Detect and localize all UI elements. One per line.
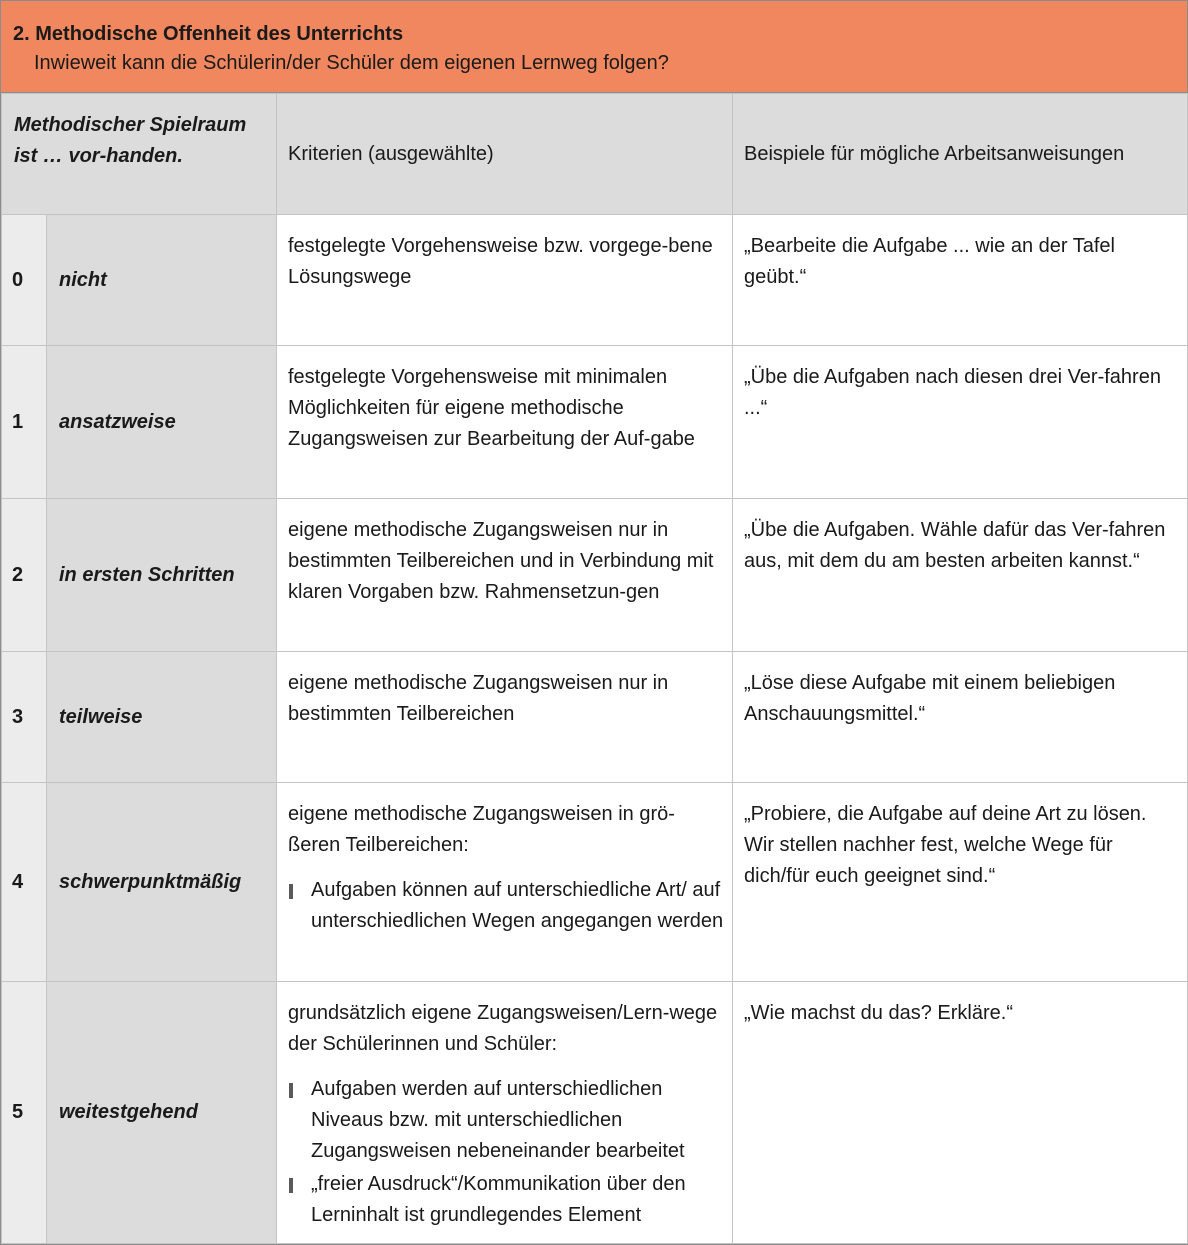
table-row xyxy=(2,783,1188,982)
level-number: 2 xyxy=(2,499,47,652)
section-title: Methodische Offenheit des Unterrichts xyxy=(35,23,404,45)
criteria-bullet-list xyxy=(288,1074,724,1231)
criteria-bullet: Aufgaben können auf unterschiedliche Art/ auf unterschiedlichen Wegen angegangen werden xyxy=(288,875,724,937)
criteria-cell: festgelegte Vorgehensweise mit minimalen Möglichkeiten für eigene methodische Zugangsweisen zur Bearbeitung der Auf-gabe xyxy=(277,346,733,499)
table-row xyxy=(2,652,1188,783)
example-cell: „Übe die Aufgaben. Wähle dafür das Ver-fahren aus, mit dem du am besten arbeiten kannst.“ xyxy=(733,499,1188,652)
example-cell: „Bearbeite die Aufgabe ... wie an der Tafel geübt.“ xyxy=(733,215,1188,346)
example-cell: „Löse diese Aufgabe mit einem beliebigen Anschauungsmittel.“ xyxy=(733,652,1188,783)
level-number: 3 xyxy=(2,652,47,783)
header-criteria: Kriterien (ausgewählte) xyxy=(277,94,733,215)
level-name: nicht xyxy=(47,215,277,346)
level-name: ansatzweise xyxy=(47,346,277,499)
table-row xyxy=(2,499,1188,652)
criteria-bullet-list xyxy=(288,875,724,937)
header-examples: Beispiele für mögliche Arbeitsanweisungen xyxy=(733,94,1188,215)
criteria-cell: eigene methodische Zugangsweisen nur in bestimmten Teilbereichen und in Verbindung mit klaren Vorgaben bzw. Rahmensetzun-gen xyxy=(277,499,733,652)
level-name: schwerpunktmäßig xyxy=(47,783,277,982)
level-number: 5 xyxy=(2,982,47,1244)
criteria-cell xyxy=(277,982,733,1244)
example-cell: „Wie machst du das? Erkläre.“ xyxy=(733,982,1188,1244)
section-number: 2. xyxy=(13,23,30,45)
table-row xyxy=(2,982,1188,1244)
section-banner xyxy=(1,1,1187,93)
criteria-cell xyxy=(277,783,733,982)
table-row xyxy=(2,346,1188,499)
example-cell: „Übe die Aufgaben nach diesen drei Ver-fahren ...“ xyxy=(733,346,1188,499)
criteria-bullet: Aufgaben werden auf unterschiedlichen Niveaus bzw. mit unterschiedlichen Zugangsweisen nebeneinander bearbeitet xyxy=(288,1074,724,1167)
level-number: 4 xyxy=(2,783,47,982)
criteria-text: eigene methodische Zugangsweisen in grö-ßeren Teilbereichen: xyxy=(288,803,675,856)
level-name: weitestgehend xyxy=(47,982,277,1244)
criteria-bullet: „freier Ausdruck“/Kommunikation über den Lerninhalt ist grundlegendes Element xyxy=(288,1169,724,1231)
table-row xyxy=(2,215,1188,346)
level-number: 0 xyxy=(2,215,47,346)
level-name: in ersten Schritten xyxy=(47,499,277,652)
section-subtitle: Inwieweit kann die Schülerin/der Schüler dem eigenen Lernweg folgen? xyxy=(34,52,669,74)
criteria-cell: festgelegte Vorgehensweise bzw. vorgege-bene Lösungswege xyxy=(277,215,733,346)
section-title-line xyxy=(13,20,1187,49)
criteria-cell: eigene methodische Zugangsweisen nur in bestimmten Teilbereichen xyxy=(277,652,733,783)
criteria-text: grundsätzlich eigene Zugangsweisen/Lern-wege der Schülerinnen und Schüler: xyxy=(288,1002,718,1055)
level-name: teilweise xyxy=(47,652,277,783)
table-header-row xyxy=(2,94,1188,215)
example-cell: „Probiere, die Aufgabe auf deine Art zu lösen. Wir stellen nachher fest, welche Wege für dich/für euch geeignet sind.“ xyxy=(733,783,1188,982)
level-number: 1 xyxy=(2,346,47,499)
header-level: Methodischer Spielraum ist … vor-handen. xyxy=(2,94,277,215)
methodology-table xyxy=(1,93,1188,1244)
